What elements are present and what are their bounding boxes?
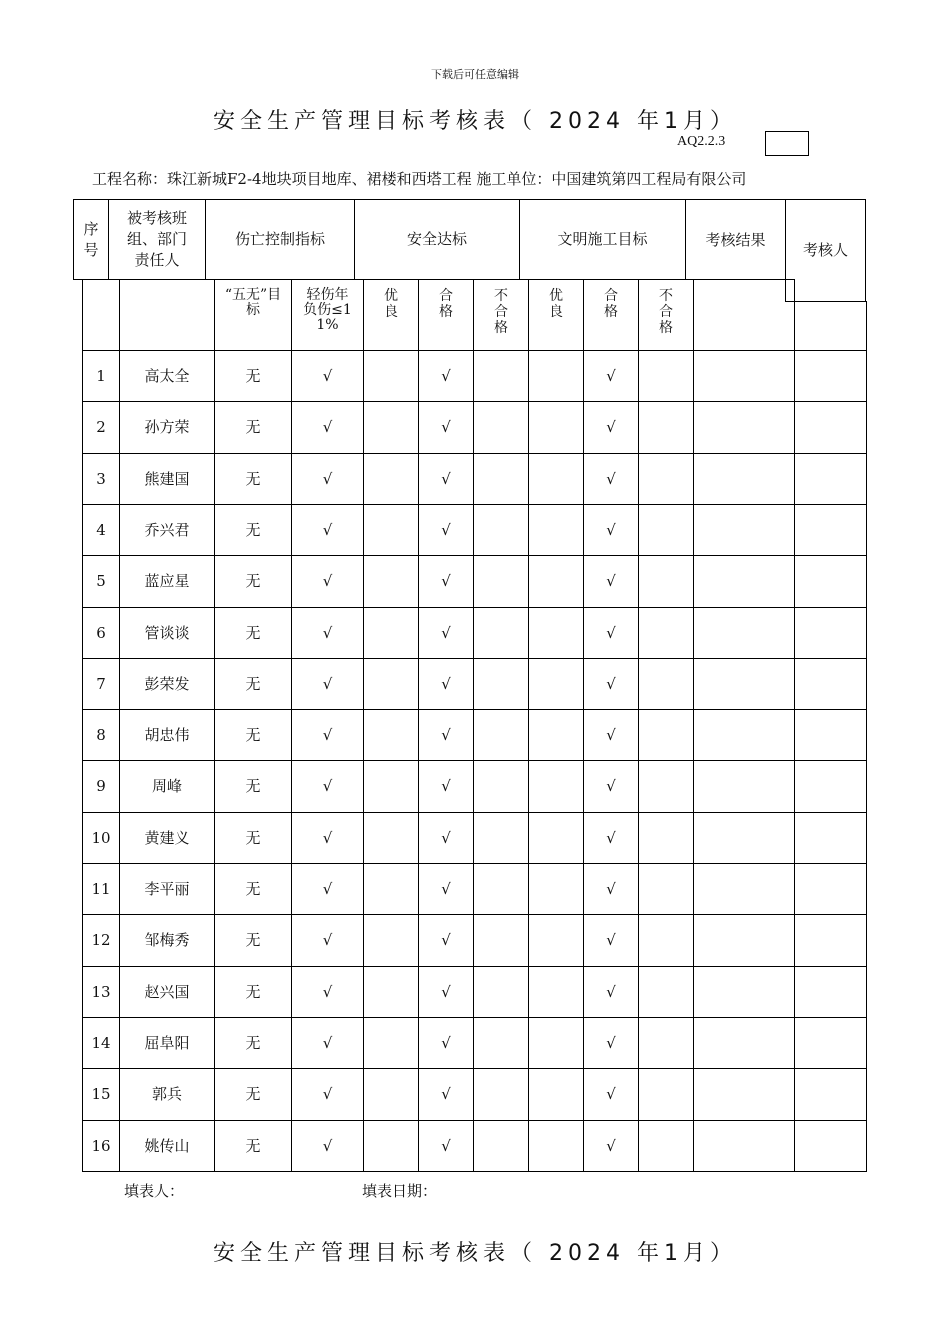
row-name: 赵兴国 xyxy=(119,966,215,1018)
row-name: 屈阜阳 xyxy=(119,1017,215,1069)
row-civil-fail xyxy=(638,555,694,608)
row-civil-excellent xyxy=(528,453,584,505)
row-assessor xyxy=(794,1017,867,1069)
row-civil-excellent xyxy=(528,914,584,967)
row-civil-pass-check: √ xyxy=(583,1120,639,1172)
sub-civil-fail: 不合格 xyxy=(638,279,694,351)
row-safety-pass-check: √ xyxy=(418,1120,474,1172)
row-safety-fail xyxy=(473,350,529,402)
row-number: 5 xyxy=(82,555,120,608)
row-minor-check: √ xyxy=(291,1068,364,1121)
row-result xyxy=(693,914,795,967)
row-name: 李平丽 xyxy=(119,863,215,915)
row-safety-excellent xyxy=(363,1120,419,1172)
row-number: 4 xyxy=(82,504,120,556)
header-casualty: 伤亡控制指标 xyxy=(205,199,355,280)
row-safety-pass-check: √ xyxy=(418,1017,474,1069)
row-name: 周峰 xyxy=(119,760,215,813)
row-number: 8 xyxy=(82,709,120,761)
project-line: 工程名称：珠江新城F2-4地块项目地库、裙楼和西塔工程 施工单位：中国建筑第四工程局有限公司 xyxy=(92,170,747,188)
row-safety-fail xyxy=(473,914,529,967)
row-result xyxy=(693,658,795,710)
row-safety-fail xyxy=(473,555,529,608)
row-safety-pass-check: √ xyxy=(418,607,474,659)
row-safety-excellent xyxy=(363,401,419,454)
row-name: 孙方荣 xyxy=(119,401,215,454)
row-result xyxy=(693,453,795,505)
row-safety-fail xyxy=(473,812,529,864)
row-name: 熊建国 xyxy=(119,453,215,505)
row-safety-excellent xyxy=(363,914,419,967)
row-result xyxy=(693,863,795,915)
page-title: 安全生产管理目标考核表（ 2024 年1月） xyxy=(213,109,737,134)
row-civil-pass-check: √ xyxy=(583,607,639,659)
row-name: 黄建义 xyxy=(119,812,215,864)
row-civil-pass-check: √ xyxy=(583,504,639,556)
row-civil-fail xyxy=(638,658,694,710)
row-civil-excellent xyxy=(528,966,584,1018)
row-civil-excellent xyxy=(528,607,584,659)
row-name: 高太全 xyxy=(119,350,215,402)
row-civil-fail xyxy=(638,1068,694,1121)
row-five-none: 无 xyxy=(214,966,292,1018)
row-civil-excellent xyxy=(528,1120,584,1172)
header-result: 考核结果 xyxy=(685,199,786,280)
row-civil-pass-check: √ xyxy=(583,760,639,813)
row-name: 管谈谈 xyxy=(119,607,215,659)
row-safety-excellent xyxy=(363,350,419,402)
row-result xyxy=(693,350,795,402)
row-safety-excellent xyxy=(363,658,419,710)
row-safety-excellent xyxy=(363,1068,419,1121)
row-minor-check: √ xyxy=(291,760,364,813)
row-civil-fail xyxy=(638,504,694,556)
row-safety-pass-check: √ xyxy=(418,658,474,710)
row-result xyxy=(693,812,795,864)
row-civil-pass-check: √ xyxy=(583,555,639,608)
row-five-none: 无 xyxy=(214,1120,292,1172)
row-safety-fail xyxy=(473,863,529,915)
row-number: 3 xyxy=(82,453,120,505)
row-safety-pass-check: √ xyxy=(418,863,474,915)
row-minor-check: √ xyxy=(291,504,364,556)
row-name: 乔兴君 xyxy=(119,504,215,556)
row-civil-excellent xyxy=(528,863,584,915)
sub-result xyxy=(693,279,795,351)
row-civil-fail xyxy=(638,709,694,761)
row-five-none: 无 xyxy=(214,504,292,556)
row-civil-fail xyxy=(638,812,694,864)
sub-safety-fail: 不合格 xyxy=(473,279,529,351)
row-safety-pass-check: √ xyxy=(418,760,474,813)
row-result xyxy=(693,504,795,556)
row-civil-excellent xyxy=(528,1017,584,1069)
row-result xyxy=(693,1017,795,1069)
row-safety-excellent xyxy=(363,504,419,556)
row-number: 10 xyxy=(82,812,120,864)
row-five-none: 无 xyxy=(214,709,292,761)
row-civil-fail xyxy=(638,863,694,915)
row-result xyxy=(693,607,795,659)
row-minor-check: √ xyxy=(291,1017,364,1069)
row-civil-excellent xyxy=(528,555,584,608)
row-safety-pass-check: √ xyxy=(418,401,474,454)
page-title-repeat: 安全生产管理目标考核表（ 2024 年1月） xyxy=(213,1241,737,1266)
row-civil-excellent xyxy=(528,709,584,761)
row-five-none: 无 xyxy=(214,401,292,454)
row-assessor xyxy=(794,504,867,556)
row-civil-pass-check: √ xyxy=(583,812,639,864)
row-safety-pass-check: √ xyxy=(418,350,474,402)
row-minor-check: √ xyxy=(291,453,364,505)
row-name: 蓝应星 xyxy=(119,555,215,608)
row-minor-check: √ xyxy=(291,350,364,402)
row-assessor xyxy=(794,914,867,967)
header-note: 下载后可任意编辑 xyxy=(431,68,519,81)
sub-seq xyxy=(82,279,120,351)
row-safety-fail xyxy=(473,504,529,556)
row-number: 14 xyxy=(82,1017,120,1069)
row-assessor xyxy=(794,812,867,864)
sub-civil-pass: 合格 xyxy=(583,279,639,351)
sub-five-none: “五无”目标 xyxy=(214,279,292,351)
sub-safety-excellent: 优良 xyxy=(363,279,419,351)
row-safety-pass-check: √ xyxy=(418,966,474,1018)
row-civil-fail xyxy=(638,607,694,659)
row-safety-pass-check: √ xyxy=(418,504,474,556)
header-safety: 安全达标 xyxy=(354,199,520,280)
row-five-none: 无 xyxy=(214,1017,292,1069)
row-civil-pass-check: √ xyxy=(583,966,639,1018)
row-five-none: 无 xyxy=(214,812,292,864)
row-number: 9 xyxy=(82,760,120,813)
row-safety-fail xyxy=(473,1017,529,1069)
row-number: 6 xyxy=(82,607,120,659)
row-safety-fail xyxy=(473,1068,529,1121)
row-result xyxy=(693,966,795,1018)
row-civil-fail xyxy=(638,1017,694,1069)
header-assessor: 考核人 xyxy=(785,199,866,302)
row-minor-check: √ xyxy=(291,863,364,915)
row-assessor xyxy=(794,401,867,454)
row-number: 16 xyxy=(82,1120,120,1172)
row-safety-fail xyxy=(473,1120,529,1172)
row-result xyxy=(693,1068,795,1121)
row-safety-fail xyxy=(473,709,529,761)
row-safety-excellent xyxy=(363,453,419,505)
row-safety-excellent xyxy=(363,1017,419,1069)
row-five-none: 无 xyxy=(214,1068,292,1121)
row-assessor xyxy=(794,607,867,659)
row-assessor xyxy=(794,658,867,710)
row-assessor xyxy=(794,863,867,915)
row-minor-check: √ xyxy=(291,1120,364,1172)
row-minor-check: √ xyxy=(291,401,364,454)
date-label: 填表日期： xyxy=(362,1182,438,1200)
row-number: 7 xyxy=(82,658,120,710)
row-safety-pass-check: √ xyxy=(418,555,474,608)
row-safety-excellent xyxy=(363,760,419,813)
row-assessor xyxy=(794,453,867,505)
row-result xyxy=(693,555,795,608)
filler-label: 填表人： xyxy=(124,1182,185,1200)
row-name: 胡忠伟 xyxy=(119,709,215,761)
row-minor-check: √ xyxy=(291,555,364,608)
row-civil-fail xyxy=(638,966,694,1018)
row-civil-excellent xyxy=(528,658,584,710)
row-civil-fail xyxy=(638,1120,694,1172)
row-civil-pass-check: √ xyxy=(583,658,639,710)
row-safety-excellent xyxy=(363,607,419,659)
row-number: 12 xyxy=(82,914,120,967)
row-minor-check: √ xyxy=(291,914,364,967)
row-five-none: 无 xyxy=(214,760,292,813)
row-name: 姚传山 xyxy=(119,1120,215,1172)
row-safety-excellent xyxy=(363,863,419,915)
row-safety-pass-check: √ xyxy=(418,914,474,967)
row-civil-fail xyxy=(638,453,694,505)
row-five-none: 无 xyxy=(214,658,292,710)
row-minor-check: √ xyxy=(291,658,364,710)
row-number: 15 xyxy=(82,1068,120,1121)
row-safety-excellent xyxy=(363,812,419,864)
sub-civil-excellent: 优良 xyxy=(528,279,584,351)
header-seq: 序号 xyxy=(73,199,109,280)
row-minor-check: √ xyxy=(291,812,364,864)
sub-team xyxy=(119,279,215,351)
sub-minor-injury: 轻伤年负伤≤11% xyxy=(291,279,364,351)
row-name: 彭荣发 xyxy=(119,658,215,710)
row-civil-excellent xyxy=(528,350,584,402)
row-safety-excellent xyxy=(363,966,419,1018)
row-safety-fail xyxy=(473,658,529,710)
row-civil-excellent xyxy=(528,760,584,813)
row-assessor xyxy=(794,966,867,1018)
row-minor-check: √ xyxy=(291,966,364,1018)
row-civil-pass-check: √ xyxy=(583,1017,639,1069)
row-assessor xyxy=(794,709,867,761)
row-result xyxy=(693,1120,795,1172)
row-assessor xyxy=(794,350,867,402)
row-safety-excellent xyxy=(363,555,419,608)
row-minor-check: √ xyxy=(291,709,364,761)
row-safety-pass-check: √ xyxy=(418,453,474,505)
row-assessor xyxy=(794,760,867,813)
row-civil-pass-check: √ xyxy=(583,709,639,761)
row-result xyxy=(693,401,795,454)
row-number: 13 xyxy=(82,966,120,1018)
header-team: 被考核班组、部门责任人 xyxy=(108,199,206,280)
row-five-none: 无 xyxy=(214,914,292,967)
row-civil-excellent xyxy=(528,401,584,454)
row-civil-fail xyxy=(638,914,694,967)
row-five-none: 无 xyxy=(214,607,292,659)
row-name: 郭兵 xyxy=(119,1068,215,1121)
row-safety-pass-check: √ xyxy=(418,1068,474,1121)
row-safety-fail xyxy=(473,607,529,659)
row-number: 2 xyxy=(82,401,120,454)
header-civil: 文明施工目标 xyxy=(519,199,686,280)
code-box xyxy=(765,131,809,156)
row-result xyxy=(693,709,795,761)
row-civil-fail xyxy=(638,350,694,402)
row-result xyxy=(693,760,795,813)
row-safety-fail xyxy=(473,760,529,813)
row-civil-excellent xyxy=(528,1068,584,1121)
document-code: AQ2.2.3 xyxy=(677,134,726,149)
row-civil-pass-check: √ xyxy=(583,453,639,505)
row-civil-pass-check: √ xyxy=(583,350,639,402)
row-civil-excellent xyxy=(528,812,584,864)
row-number: 11 xyxy=(82,863,120,915)
row-five-none: 无 xyxy=(214,863,292,915)
row-minor-check: √ xyxy=(291,607,364,659)
row-five-none: 无 xyxy=(214,350,292,402)
row-safety-fail xyxy=(473,966,529,1018)
row-assessor xyxy=(794,555,867,608)
sub-assessor xyxy=(794,301,867,351)
row-civil-pass-check: √ xyxy=(583,401,639,454)
row-number: 1 xyxy=(82,350,120,402)
row-assessor xyxy=(794,1068,867,1121)
row-safety-fail xyxy=(473,453,529,505)
row-assessor xyxy=(794,1120,867,1172)
row-safety-fail xyxy=(473,401,529,454)
sub-safety-pass: 合格 xyxy=(418,279,474,351)
row-five-none: 无 xyxy=(214,555,292,608)
row-civil-fail xyxy=(638,760,694,813)
row-civil-pass-check: √ xyxy=(583,1068,639,1121)
row-five-none: 无 xyxy=(214,453,292,505)
row-civil-fail xyxy=(638,401,694,454)
row-civil-excellent xyxy=(528,504,584,556)
row-safety-excellent xyxy=(363,709,419,761)
row-safety-pass-check: √ xyxy=(418,812,474,864)
row-civil-pass-check: √ xyxy=(583,863,639,915)
row-name: 邹梅秀 xyxy=(119,914,215,967)
row-safety-pass-check: √ xyxy=(418,709,474,761)
row-civil-pass-check: √ xyxy=(583,914,639,967)
